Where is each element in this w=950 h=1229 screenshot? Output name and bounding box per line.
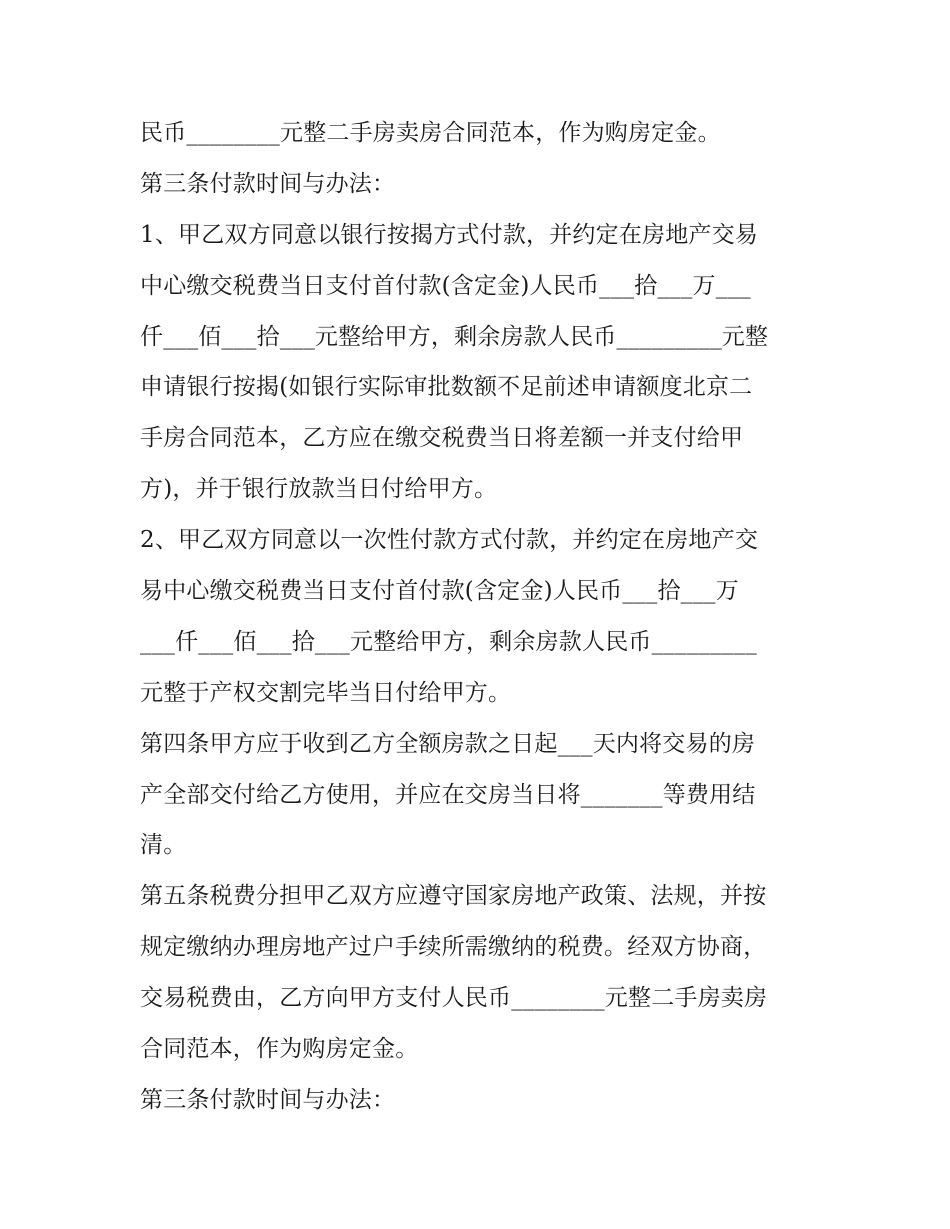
text-line: 中心缴交税费当日支付首付款(含定金)人民币___拾___万___ (140, 272, 751, 299)
text-line: ___仟___佰___拾___元整给甲方，剩余房款人民币_________ (140, 628, 757, 655)
text-line: 1、甲乙双方同意以银行按揭方式付款，并约定在房地产交易 (140, 221, 759, 248)
text-line: 手房合同范本，乙方应在缴交税费当日将差额一并支付给甲 (140, 425, 744, 452)
text-line: 产全部交付给乙方使用，并应在交房当日将_______等费用结 (140, 781, 756, 808)
section-heading: 第三条付款时间与办法： (140, 170, 396, 197)
text-line: 清。 (140, 832, 187, 859)
section-heading: 第三条付款时间与办法： (140, 1086, 396, 1113)
text-line: 第四条甲方应于收到乙方全额房款之日起___天内将交易的房 (140, 730, 756, 757)
text-line: 规定缴纳办理房地产过户手续所需缴纳的税费。经双方协商， (140, 934, 767, 961)
text-line: 交易税费由，乙方向甲方支付人民币________元整二手房卖房 (140, 985, 768, 1012)
text-line: 方)，并于银行放款当日付给甲方。 (140, 476, 498, 503)
contract-text (140, 108, 820, 1126)
text-line: 申请银行按揭(如银行实际审批数额不足前述申请额度北京二 (140, 374, 753, 401)
text-line: 2、甲乙双方同意以一次性付款方式付款，并约定在房地产交 (140, 527, 759, 554)
text-line: 合同范本，作为购房定金。 (140, 1036, 419, 1063)
text-line: 民币________元整二手房卖房合同范本，作为购房定金。 (140, 120, 721, 146)
text-line: 第五条税费分担甲乙双方应遵守国家房地产政策、法规，并按 (140, 883, 767, 910)
text-line: 易中心缴交税费当日支付首付款(含定金)人民币___拾___万 (140, 578, 739, 605)
text-line: 元整于产权交割完毕当日付给甲方。 (140, 679, 512, 706)
text-line: 仟___佰___拾___元整给甲方，剩余房款人民币_________元整 (140, 323, 769, 350)
